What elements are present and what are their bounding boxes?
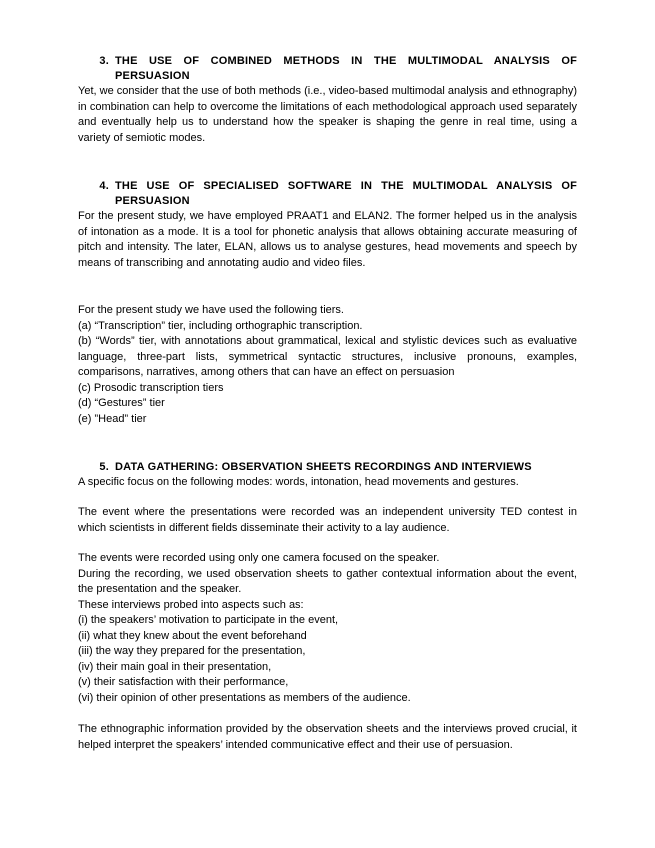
tier-item: (b) “Words” tier, with annotations about grammatical, lexical and stylistic devices such as evaluative language, three-part lists, symmetrical syntactic structures, inclusive pronouns, examples, comparisons, narratives, among others that can have an effect on persuasion [78,335,577,378]
section-5-event: The event where the presentations were recorded was an independent university TED contest in which scientists in different fields disseminate their activity to a lay audience. [78,506,577,534]
interviews-intro: These interviews probed into aspects such as: [78,598,304,611]
section-5-recording: The events were recorded using only one camera focused on the speaker. [78,552,440,564]
section-4-body: For the present study, we have employed PRAAT1 and ELAN2. The former helped us in the analysis of intonation as a mode. It is a tool for phonetic analysis that allows obtaining accurate measuring of pitch and intensity. The later, ELAN, allows us to analyse gestures, head movements and speech by means of transcribing and annotating audio and video files. [78,210,577,269]
aspect-item: (vi) their opinion of other presentations as members of the audience. [78,691,411,704]
section-3-title: THE USE OF COMBINED METHODS IN THE MULTIMODAL ANALYSIS OF PERSUASION [115,55,577,82]
aspect-item: (v) their satisfaction with their performance, [78,676,289,688]
section-5-number: 5. [99,461,109,473]
tiers-intro: For the present study we have used the following tiers. [78,304,344,316]
section-4-number: 4. [99,180,109,192]
section-5-conclusion: The ethnographic information provided by the observation sheets and the interviews proved crucial, it helped interpret the speakers’ intended communicative effect and their use of persuasion. [78,723,577,751]
aspect-item: (iv) their main goal in their presentation, [78,660,272,673]
aspect-item: (iii) the way they prepared for the presentation, [78,645,306,657]
section-4-title: THE USE OF SPECIALISED SOFTWARE IN THE MULTIMODAL ANALYSIS OF PERSUASION [115,180,577,207]
tier-item: (a) “Transcription” tier, including orthographic transcription. [78,319,363,332]
event-paragraph [78,505,577,536]
section-3 [78,54,577,146]
tiers-block [78,303,577,427]
section-5 [78,460,577,491]
tier-item: (d) “Gestures” tier [78,397,165,409]
section-4 [78,179,577,271]
aspect-item: (ii) what they knew about the event beforehand [78,629,307,642]
section-5-focus: A specific focus on the following modes: words, intonation, head movements and gestures. [78,476,519,488]
section-5-heading [78,460,577,475]
conclusion-paragraph [78,722,577,753]
tier-item: (c) Prosodic transcription tiers [78,381,224,394]
section-5-title: DATA GATHERING: OBSERVATION SHEETS RECORDINGS AND INTERVIEWS [115,461,532,473]
tier-item: (e) ”Head” tier [78,412,147,425]
section-4-heading [78,179,577,209]
section-3-heading [78,54,577,84]
section-3-number: 3. [99,55,109,67]
section-3-body: Yet, we consider that the use of both methods (i.e., video-based multimodal analysis and ethnography) in combination can help to overcome the limitations of each methodological approach used separately and eventually help us to understand how the speaker is shaping the genre in real time, using a variety of semiotic modes. [78,85,577,144]
recording-block [78,551,577,706]
section-5-observation: During the recording, we used observation sheets to gather contextual information about the event, the presentation and the speaker. [78,567,577,595]
aspect-item: (i) the speakers’ motivation to participate in the event, [78,614,339,626]
